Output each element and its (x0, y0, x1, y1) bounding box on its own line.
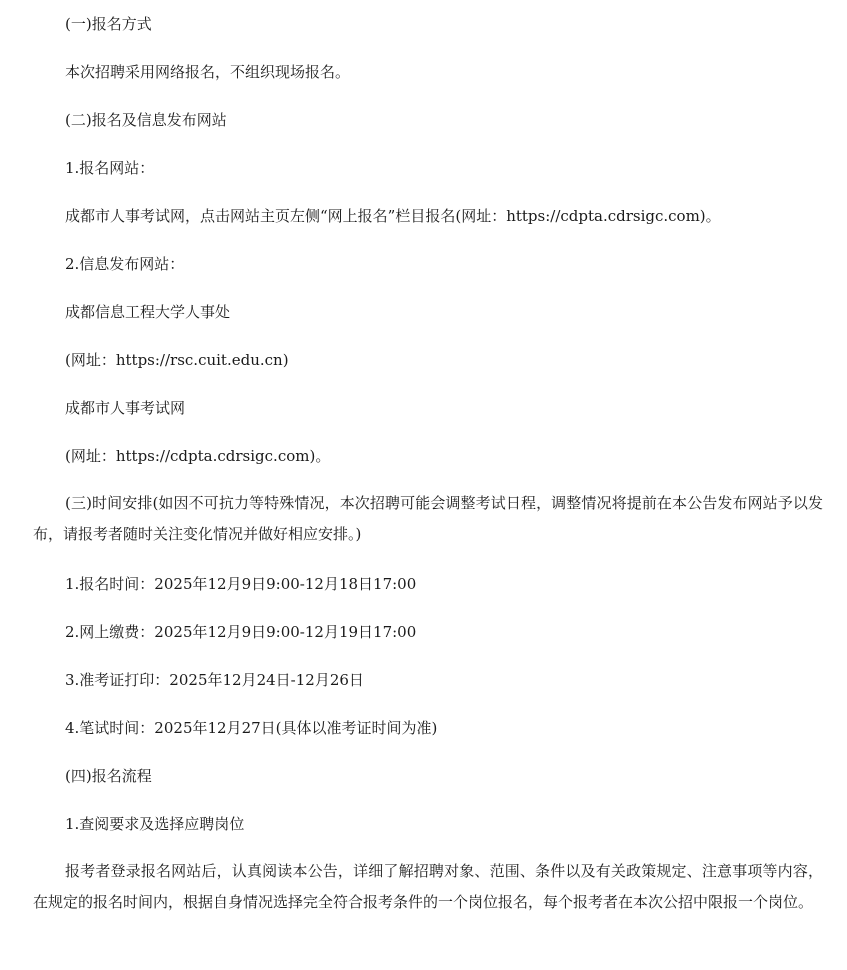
section-heading-process: (四)报名流程 (65, 767, 152, 785)
list-item-registration-time: 1.报名时间：2025年12月9日9:00-12月18日17:00 (65, 575, 417, 593)
list-item-online-payment: 2.网上缴费：2025年12月9日9:00-12月19日17:00 (65, 623, 417, 641)
paragraph-process-detail: 报考者登录报名网站后，认真阅读本公告，详细了解招聘对象、范围、条件以及有关政策规定、注意事项等内容，在规定的报名时间内，根据自身情况选择完全符合报考条件的一个岗位报名，每个报考者在本次公招中限报一个岗位。 (33, 862, 823, 911)
paragraph-exam-site-url: (网址：https://cdpta.cdrsigc.com)。 (65, 447, 331, 465)
list-item-admission-ticket: 3.准考证打印：2025年12月24日-12月26日 (65, 671, 364, 689)
list-item-info-site-label: 2.信息发布网站： (65, 255, 185, 273)
section-heading-websites: (二)报名及信息发布网站 (65, 111, 227, 129)
section-heading-registration-method: (一)报名方式 (65, 15, 152, 33)
list-item-written-exam: 4.笔试时间：2025年12月27日(具体以准考证时间为准) (65, 719, 438, 737)
paragraph-university-hr-url: (网址：https://rsc.cuit.edu.cn) (65, 351, 289, 369)
list-item-registration-site-label: 1.报名网站： (65, 159, 155, 177)
section-heading-schedule: (三)时间安排(如因不可抗力等特殊情况，本次招聘可能会调整考试日程，调整情况将提前在本公告发布网站予以发布，请报考者随时关注变化情况并做好相应安排。) (33, 494, 823, 543)
list-item-check-requirements: 1.查阅要求及选择应聘岗位 (65, 815, 245, 833)
paragraph-exam-site: 成都市人事考试网 (65, 399, 186, 417)
paragraph-online-only: 本次招聘采用网络报名，不组织现场报名。 (65, 63, 351, 81)
paragraph-registration-site: 成都市人事考试网，点击网站主页左侧“网上报名”栏目报名(网址：https://cdpta.cdrsigc.com)。 (65, 207, 721, 225)
paragraph-university-hr: 成都信息工程大学人事处 (65, 303, 231, 321)
